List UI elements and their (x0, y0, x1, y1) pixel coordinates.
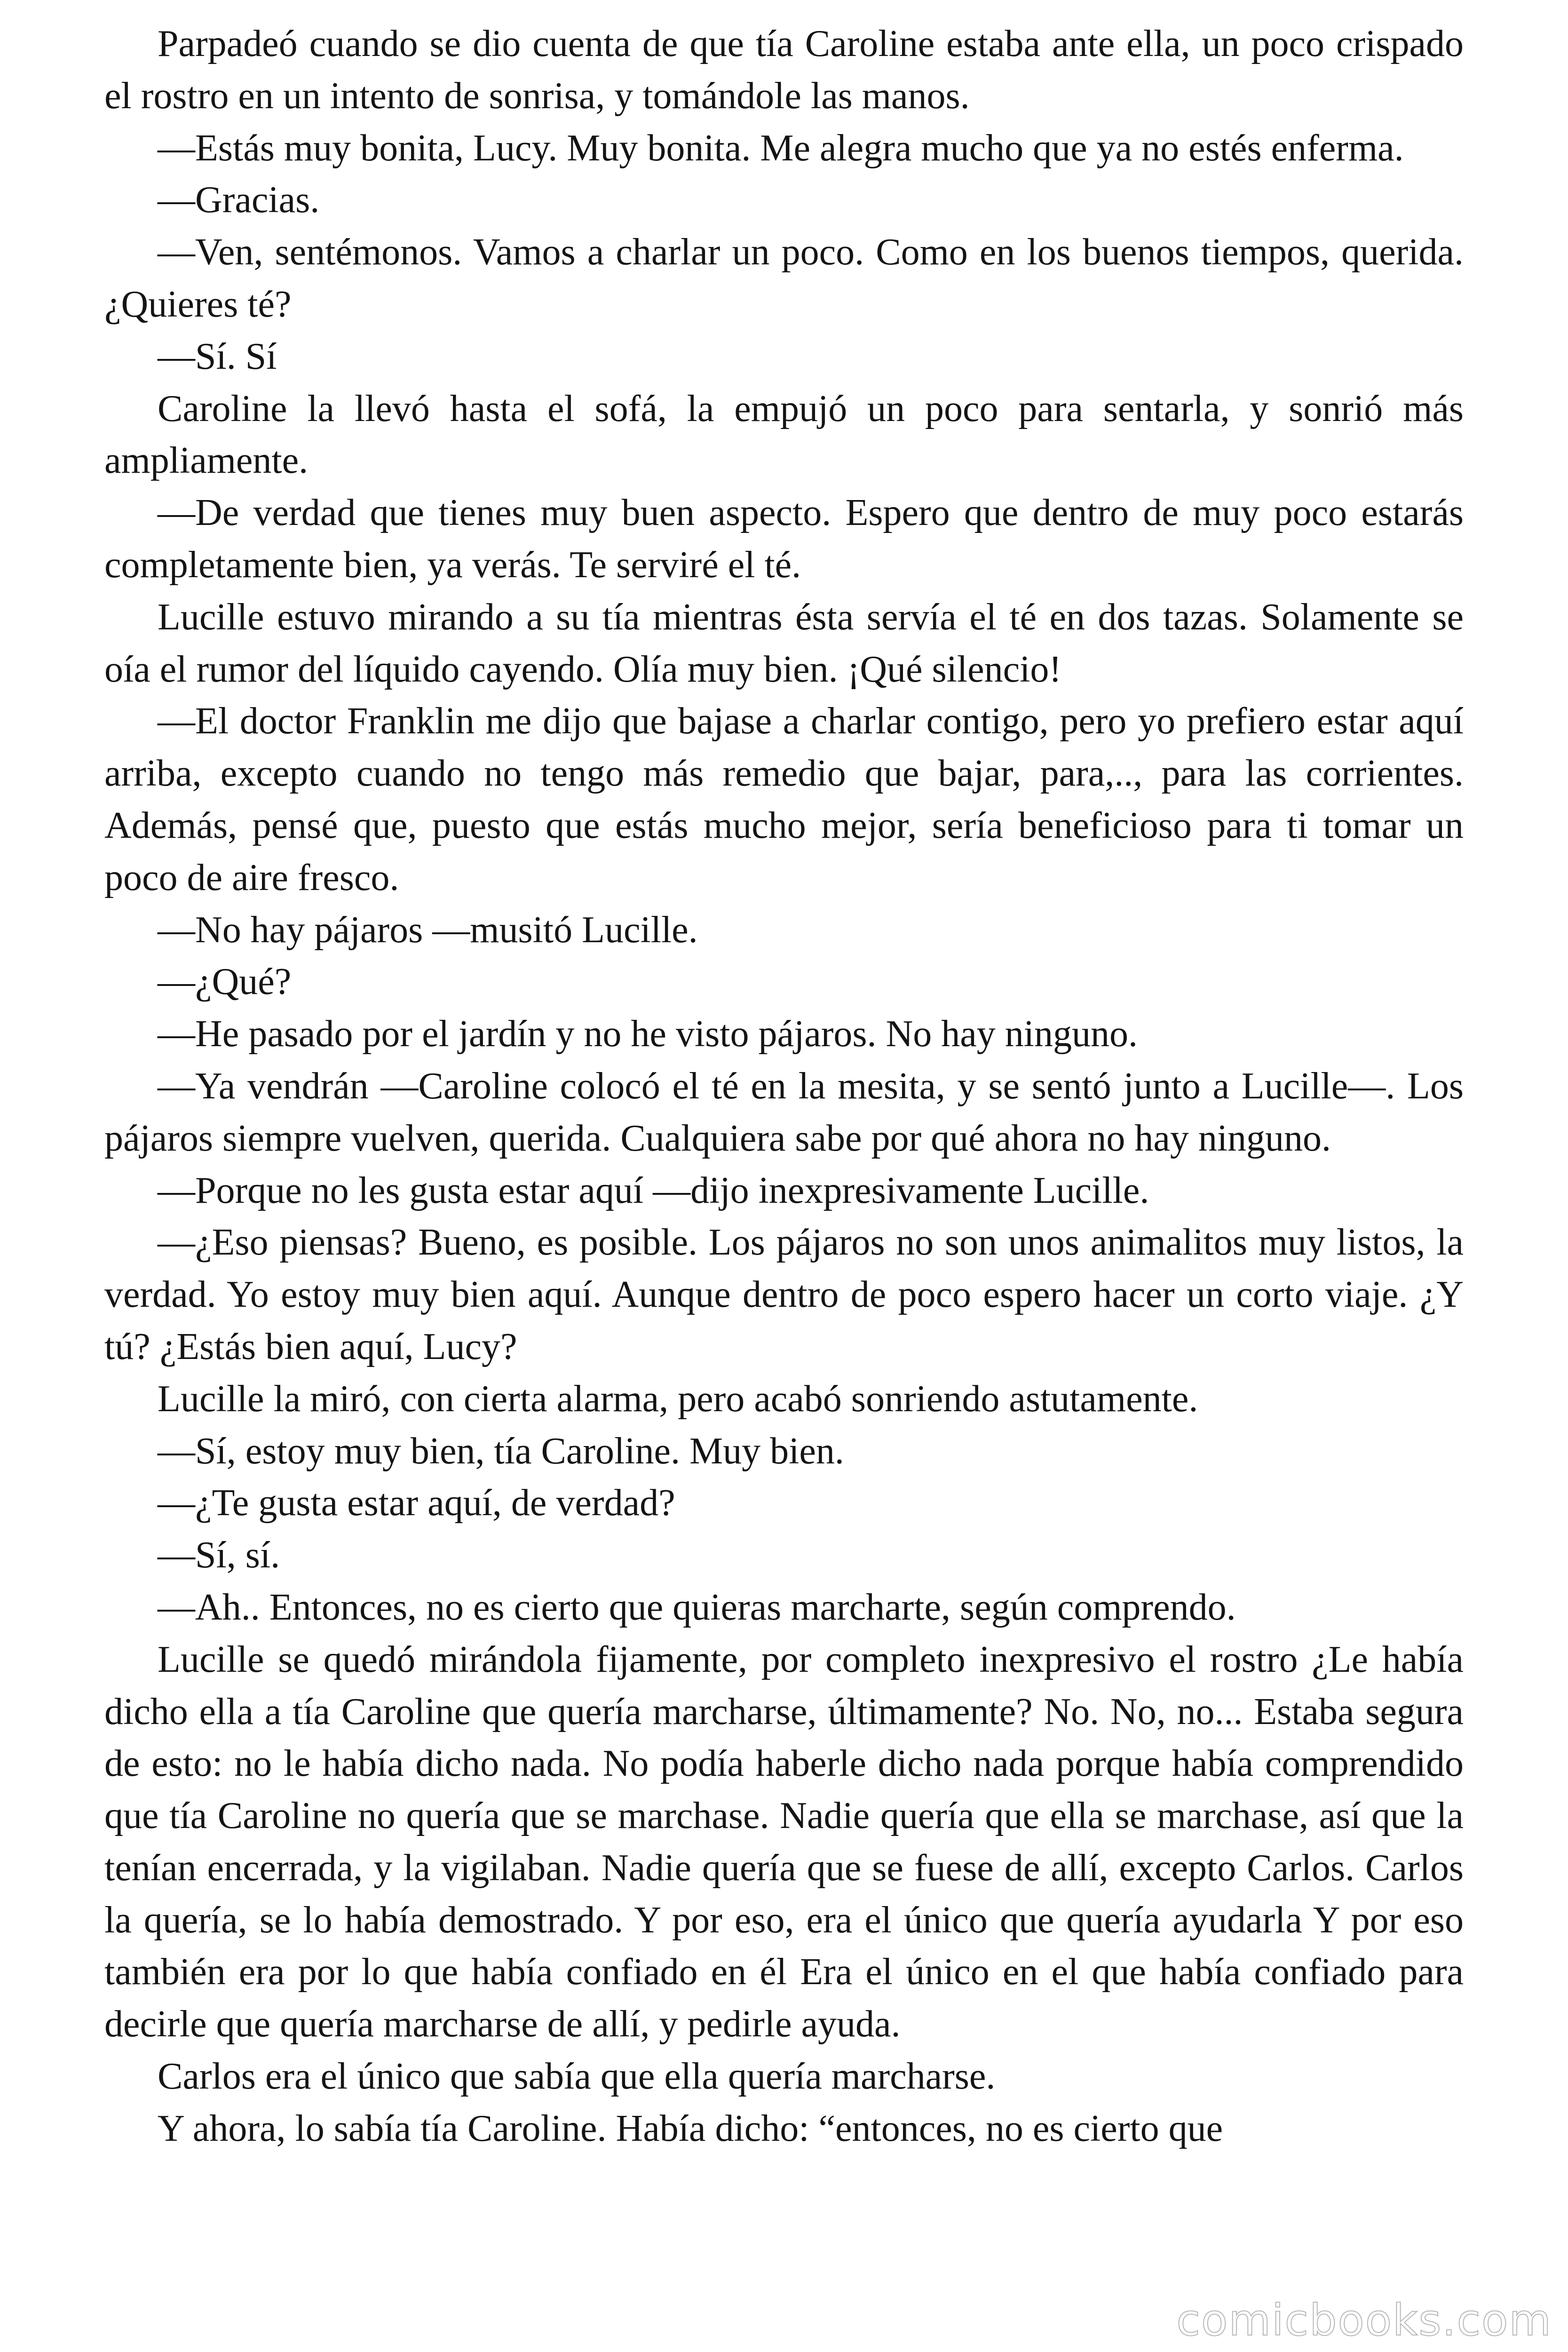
paragraph: —Gracias. (158, 179, 320, 221)
paragraph: Y ahora, lo sabía tía Caroline. Había dicho: “entonces, no es cierto que (158, 2107, 1223, 2149)
paragraph: —Porque no les gusta estar aquí —dijo inexpresivamente Lucille. (158, 1169, 1149, 1211)
paragraph: —¿Te gusta estar aquí, de verdad? (158, 1482, 675, 1524)
paragraph: —Estás muy bonita, Lucy. Muy bonita. Me alegra mucho que ya no estés enferma. (158, 127, 1404, 169)
paragraph: —Ah.. Entonces, no es cierto que quieras marcharte, según comprendo. (158, 1586, 1236, 1628)
paragraph: —¿Qué? (158, 961, 292, 1003)
paragraph: —Sí. Sí (158, 335, 277, 377)
paragraph: Parpadeó cuando se dio cuenta de que tía Caroline estaba ante ella, un poco crispado el rostro en un intento de sonrisa, y tomándole las manos. (104, 23, 1464, 117)
paragraph: Lucille estuvo mirando a su tía mientras ésta servía el té en dos tazas. Solamente se oía el rumor del líquido cayendo. Olía muy bien. ¡Qué silencio! (104, 596, 1464, 690)
book-page-text (104, 18, 1464, 2155)
paragraph: Carlos era el único que sabía que ella quería marcharse. (158, 2056, 996, 2098)
paragraph: —He pasado por el jardín y no he visto pájaros. No hay ninguno. (158, 1013, 1138, 1055)
paragraph: —El doctor Franklin me dijo que bajase a charlar contigo, pero yo prefiero estar aquí arriba, excepto cuando no tengo más remedio que bajar, para,.., para las corrientes. Además, pensé que, puesto que estás mucho mejor, sería beneficioso para ti tomar un poco de aire fresco. (104, 700, 1464, 898)
paragraph: —Ya vendrán —Caroline colocó el té en la mesita, y se sentó junto a Lucille—. Los pájaros siempre vuelven, querida. Cualquiera sabe por qué ahora no hay ninguno. (104, 1065, 1464, 1159)
paragraph: Lucille la miró, con cierta alarma, pero acabó sonriendo astutamente. (158, 1378, 1198, 1420)
paragraph: —No hay pájaros —musitó Lucille. (158, 909, 698, 951)
paragraph: —¿Eso piensas? Bueno, es posible. Los pájaros no son unos animalitos muy listos, la verdad. Yo estoy muy bien aquí. Aunque dentro de poco espero hacer un corto viaje. ¿Y tú? ¿Estás bien aquí, Lucy? (104, 1222, 1464, 1367)
paragraph: —De verdad que tienes muy buen aspecto. Espero que dentro de muy poco estarás completamente bien, ya verás. Te serviré el té. (104, 492, 1464, 586)
paragraph: Lucille se quedó mirándola fijamente, por completo inexpresivo el rostro ¿Le había dicho ella a tía Caroline que quería marcharse, últimamente? No. No, no... Estaba segura de esto: no le había dicho nada. No podía haberle dicho nada porque había comprendido que tía Caroline no quería que se marchase. Nadie quería que ella se marchase, así que la tenían encerrada, y la vigilaban. Nadie quería que se fuese de allí, excepto Carlos. Carlos la quería, se lo había demostrado. Y por eso, era el único que quería ayudarla Y por eso también era por lo que había confiado en él Era el único en el que había confiado para decirle que quería marcharse de allí, y pedirle ayuda. (104, 1638, 1464, 2045)
paragraph: —Ven, sentémonos. Vamos a charlar un poco. Como en los buenos tiempos, querida. ¿Quieres té? (104, 231, 1464, 325)
paragraph: Caroline la llevó hasta el sofá, la empujó un poco para sentarla, y sonrió más ampliamente. (104, 388, 1464, 482)
paragraph: —Sí, estoy muy bien, tía Caroline. Muy bien. (158, 1430, 844, 1472)
paragraph: —Sí, sí. (158, 1534, 280, 1576)
watermark: comicbooks.com (1176, 2295, 1552, 2345)
